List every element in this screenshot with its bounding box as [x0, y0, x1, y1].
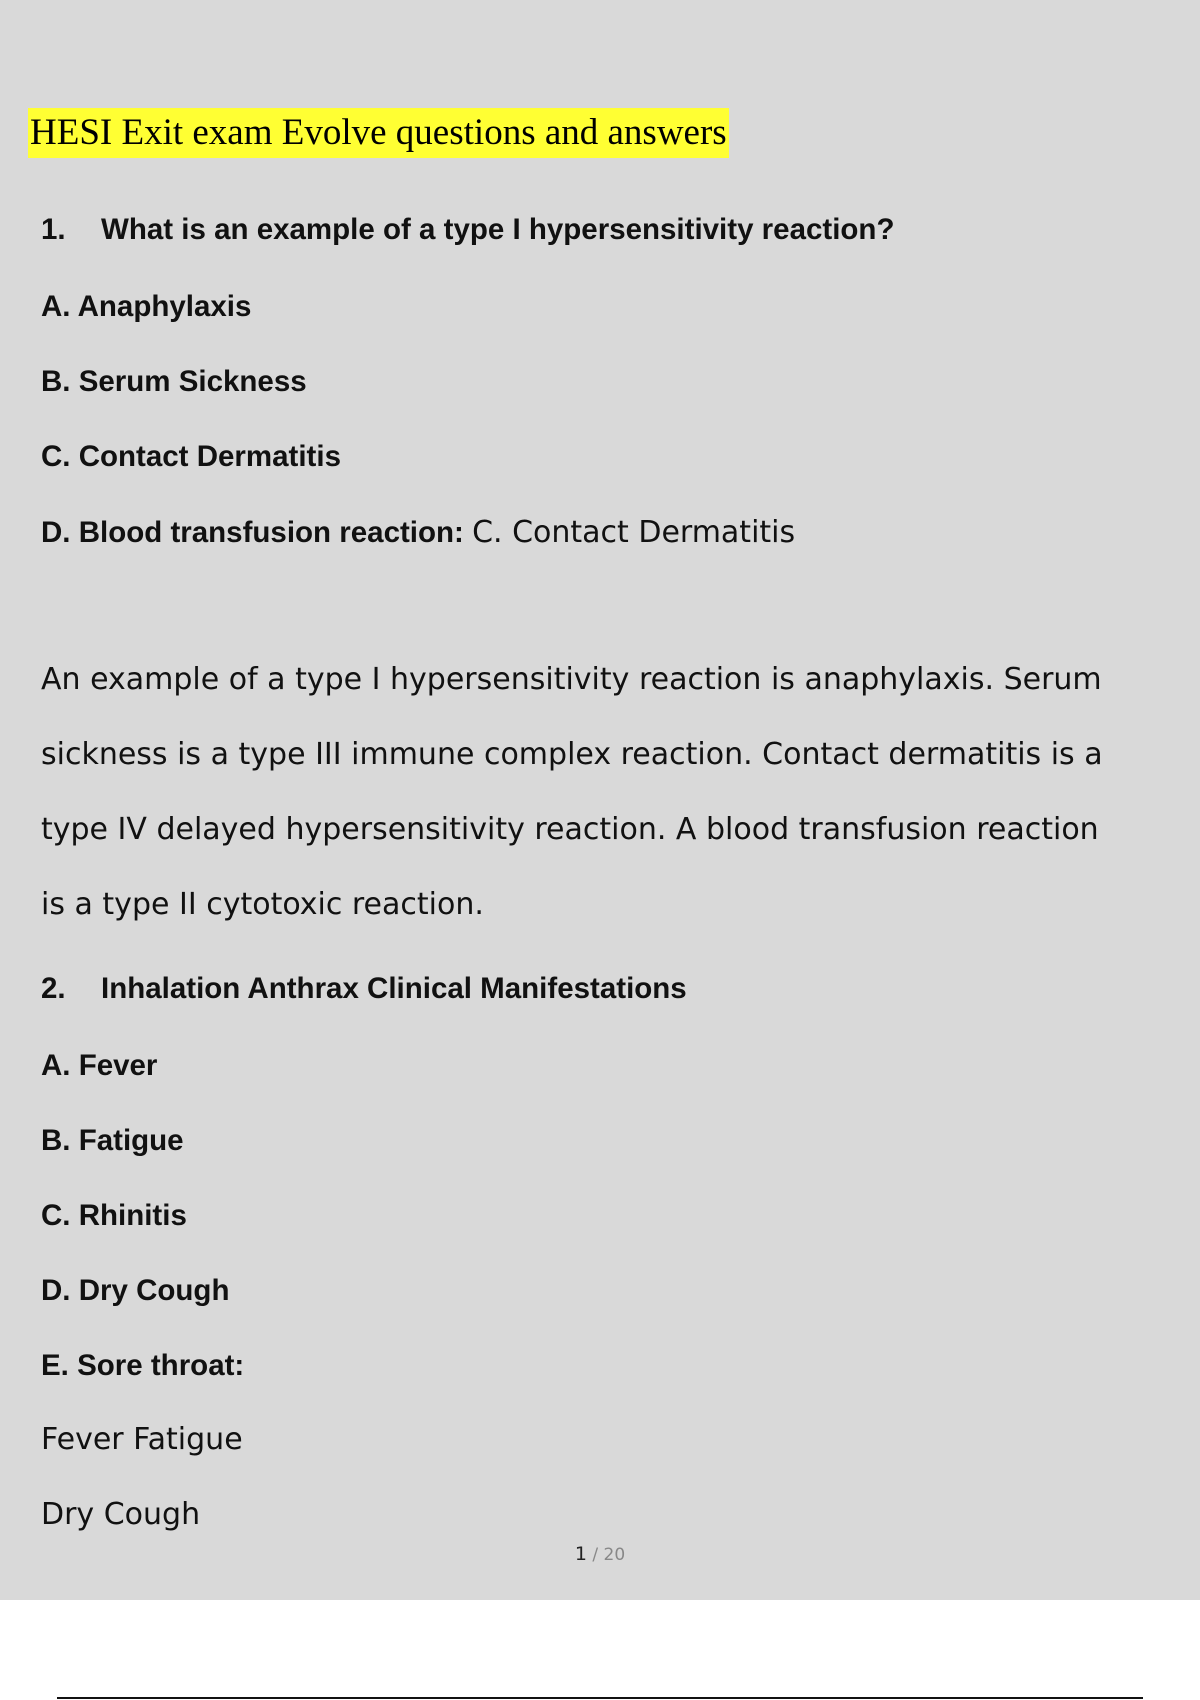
- question-1-explanation: [41, 660, 1191, 960]
- page-indicator: [0, 1543, 1200, 1565]
- question-text: What is an example of a type I hypersensitivity reaction?: [101, 213, 895, 246]
- question-2-answer-line-1: Fever Fatigue: [41, 1422, 243, 1457]
- question-1-option-b: B. Serum Sickness: [41, 365, 307, 398]
- page-separator: /: [586, 1545, 604, 1565]
- explanation-line: is a type II cytotoxic reaction.: [41, 887, 484, 922]
- next-page-top-rule: [57, 1697, 1143, 1699]
- question-1-answer: C. Contact Dermatitis: [472, 515, 796, 550]
- explanation-line: An example of a type I hypersensitivity reaction is anaphylaxis. Serum: [41, 662, 1102, 697]
- question-1-option-c: C. Contact Dermatitis: [41, 440, 341, 473]
- document-title: HESI Exit exam Evolve questions and answers: [28, 108, 729, 158]
- question-2-option-a: A. Fever: [41, 1049, 158, 1082]
- question-text: Inhalation Anthrax Clinical Manifestations: [101, 972, 687, 1005]
- total-pages: 20: [603, 1545, 626, 1565]
- explanation-line: type IV delayed hypersensitivity reaction. A blood transfusion reaction: [41, 812, 1099, 847]
- question-2-option-d: D. Dry Cough: [41, 1274, 230, 1307]
- question-1-option-a: A. Anaphylaxis: [41, 290, 252, 323]
- question-number: 1.: [41, 213, 66, 246]
- question-2-option-c: C. Rhinitis: [41, 1199, 187, 1232]
- question-2-option-e: E. Sore throat:: [41, 1349, 245, 1382]
- question-number: 2.: [41, 972, 66, 1005]
- question-2-heading: [41, 972, 687, 1006]
- explanation-line: sickness is a type III immune complex reaction. Contact dermatitis is a: [41, 737, 1103, 772]
- question-1-option-d-line: [41, 515, 795, 550]
- current-page: 1: [574, 1543, 587, 1565]
- question-1-option-d: D. Blood transfusion reaction:: [41, 516, 464, 549]
- question-1-heading: [41, 213, 894, 247]
- question-2-answer-line-2: Dry Cough: [41, 1497, 201, 1532]
- question-2-option-b: B. Fatigue: [41, 1124, 184, 1157]
